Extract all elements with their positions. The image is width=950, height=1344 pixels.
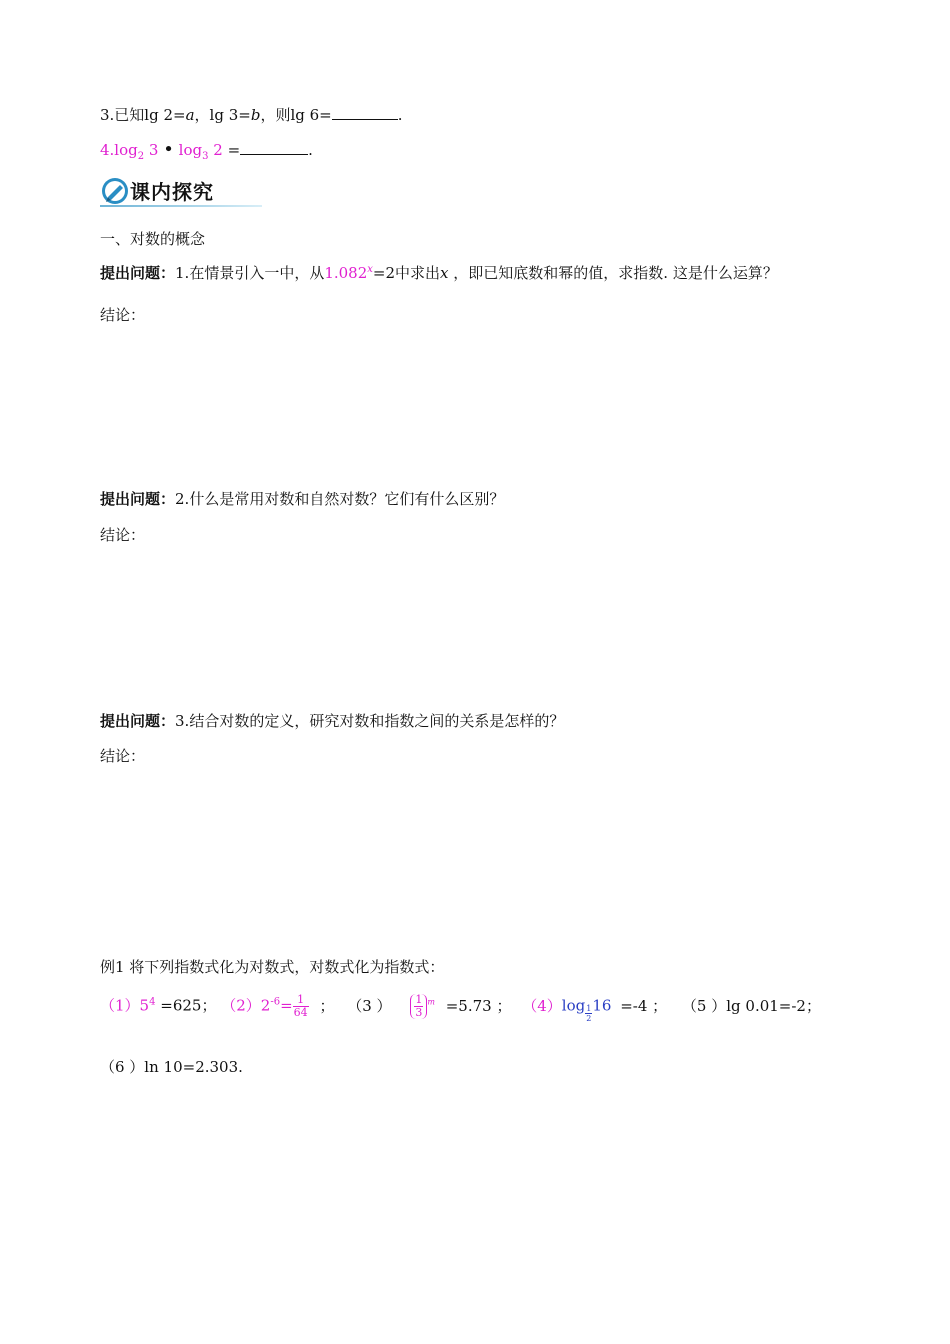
example-items-row1 bbox=[100, 994, 821, 1034]
q2-label: 提出问题： bbox=[100, 490, 176, 508]
ex-item2-exp: -6 bbox=[270, 996, 281, 1008]
section-header bbox=[100, 174, 262, 208]
q3-mid2: ，则lg 6= bbox=[260, 106, 332, 124]
q2-text: 2.什么是常用对数和自然对数？它们有什么区别？ bbox=[175, 490, 505, 508]
ex-item3-rest: =5.73 ； bbox=[445, 996, 512, 1015]
q1-math-base: 1.082 bbox=[324, 264, 368, 282]
ex-item2-label: （2） bbox=[221, 996, 261, 1015]
q3-var-a: a bbox=[185, 106, 195, 124]
question-3-line bbox=[100, 710, 564, 731]
question-3 bbox=[100, 104, 403, 125]
ex-item4-arg: 16 bbox=[592, 996, 612, 1015]
q3-end: . bbox=[397, 106, 403, 124]
ex-item5: （5 ）lg 0.01=-2； bbox=[681, 996, 821, 1015]
example-item6: （6 ）ln 10=2.303. bbox=[100, 1058, 243, 1076]
q1-label: 提出问题： bbox=[100, 264, 176, 282]
ex-item3-exp: m bbox=[427, 997, 435, 1007]
ex-item4-base: $\frac{1}{2}$ bbox=[586, 1003, 592, 1023]
q4-dot: • bbox=[163, 139, 174, 160]
ex-item2-base: 2 bbox=[260, 996, 271, 1015]
q4-equals: = bbox=[227, 141, 241, 159]
ex-item1-rest: =625； bbox=[160, 996, 217, 1015]
q2-conclusion: 结论： bbox=[100, 526, 146, 544]
pencil-icon bbox=[100, 176, 130, 206]
question-4 bbox=[100, 139, 313, 162]
ex-item1-base: 5 bbox=[139, 996, 150, 1015]
ex-item2-fraction: $\frac{1}{64}$ bbox=[293, 993, 308, 1019]
ex-item1-label: （1） bbox=[100, 996, 140, 1015]
q3-var-b: b bbox=[250, 106, 261, 124]
question-2-line bbox=[100, 488, 504, 509]
ex-item2-eq: = bbox=[280, 996, 293, 1015]
q1-conclusion: 结论： bbox=[100, 306, 146, 324]
ex-item4-rest: =-4 ； bbox=[620, 996, 668, 1015]
ex-item4-log: log bbox=[561, 996, 586, 1015]
q1-var-x: x bbox=[440, 264, 449, 282]
q1-math-exp: x bbox=[367, 264, 373, 275]
q4-log1: $4.\log_2$ 3 bbox=[100, 141, 159, 162]
q3-answer-blank bbox=[332, 105, 398, 120]
section-underline bbox=[100, 205, 262, 207]
q1-math-rest: =2中求出 bbox=[372, 264, 441, 282]
q3-mid1: ，lg 3= bbox=[194, 106, 251, 124]
ex-item3-label: （3 ） bbox=[347, 996, 392, 1015]
ex-item4-label: （4） bbox=[522, 996, 562, 1015]
q3-explore-text: 3.结合对数的定义，研究对数和指数之间的关系是怎样的？ bbox=[175, 712, 565, 730]
section-title: 课内探究 bbox=[130, 180, 214, 204]
q4-end: . bbox=[308, 141, 313, 159]
example-title: 例1 将下列指数式化为对数式，对数式化为指数式： bbox=[100, 958, 445, 976]
q4-log2: $\log_3 2$ bbox=[178, 141, 223, 162]
question-1-line bbox=[100, 262, 778, 283]
q3-explore-label: 提出问题： bbox=[100, 712, 176, 730]
ex-item1-exp: 4 bbox=[149, 996, 156, 1008]
ex-item3-fraction: $\frac{1}{3}$ bbox=[410, 994, 427, 1019]
ex-item2-sep: ； bbox=[319, 996, 335, 1015]
q4-answer-blank bbox=[240, 140, 308, 155]
part1-heading: 一、对数的概念 bbox=[100, 230, 206, 248]
q1-text-a: 1.在情景引入一中，从 bbox=[175, 264, 325, 282]
q3-conclusion: 结论： bbox=[100, 747, 146, 765]
q3-prefix: 3.已知lg 2= bbox=[100, 106, 186, 124]
q1-text-b: ，即已知底数和幂的值，求指数. 这是什么运算？ bbox=[453, 264, 778, 282]
